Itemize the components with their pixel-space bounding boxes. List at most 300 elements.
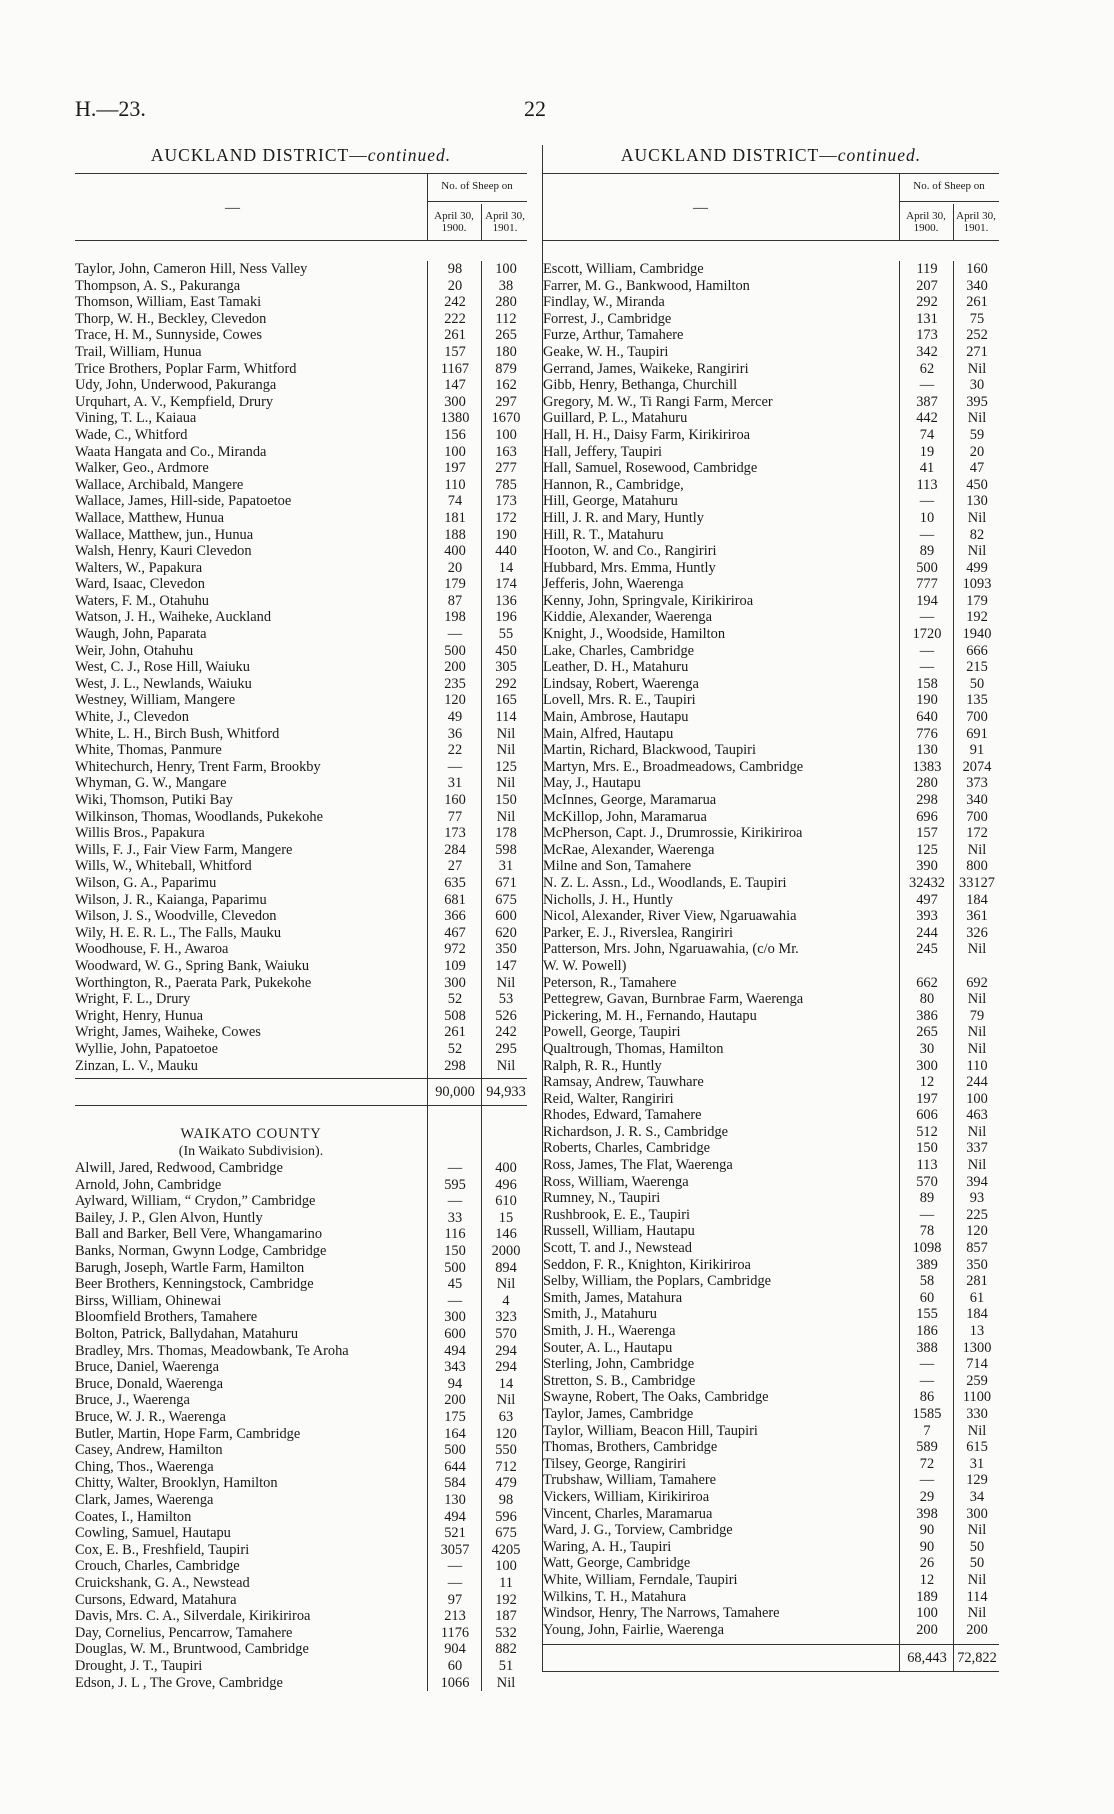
farmer-name: West, J. L., Newlands, Waiuku bbox=[75, 675, 252, 692]
sheep-1900: 87 bbox=[447, 592, 463, 609]
sheep-1901: 178 bbox=[495, 825, 517, 842]
farmer-name: Trubshaw, William, Tamahere bbox=[543, 1472, 717, 1489]
table-row bbox=[543, 1323, 999, 1340]
farmer-name: Thomson, William, East Tamaki bbox=[75, 294, 262, 311]
sheep-1901: Nil bbox=[967, 1123, 987, 1140]
table-row bbox=[75, 1024, 527, 1041]
farmer-name: Bailey, J. P., Glen Alvon, Huntly bbox=[75, 1209, 263, 1226]
section-subtitle: (In Waikato Subdivision). bbox=[178, 1144, 324, 1160]
farmer-name: Hubbard, Mrs. Emma, Huntly bbox=[543, 559, 716, 576]
sheep-1901: 114 bbox=[495, 709, 517, 726]
table-row bbox=[75, 1343, 527, 1360]
farmer-name: Bruce, J., Waerenga bbox=[75, 1392, 190, 1409]
sheep-1901: 187 bbox=[495, 1608, 517, 1625]
farmer-name: Guillard, P. L., Matahuru bbox=[543, 410, 688, 427]
sheep-1900: 173 bbox=[916, 327, 938, 344]
table-row bbox=[75, 1675, 527, 1692]
table-row bbox=[543, 1506, 999, 1523]
sheep-1901: 281 bbox=[966, 1273, 988, 1290]
table-row bbox=[75, 1475, 527, 1492]
table-row bbox=[75, 1442, 527, 1459]
farmer-name: Martin, Richard, Blackwood, Taupiri bbox=[543, 742, 756, 759]
farmer-name: Furze, Arthur, Tamahere bbox=[543, 327, 684, 344]
table-row bbox=[543, 1423, 999, 1440]
sheep-1901: 59 bbox=[969, 426, 985, 443]
sheep-1901: 244 bbox=[966, 1074, 988, 1091]
table-row bbox=[543, 294, 999, 311]
sheep-1900: — bbox=[919, 1472, 935, 1489]
table-row bbox=[75, 1592, 527, 1609]
table-row bbox=[75, 576, 527, 593]
table-row bbox=[75, 1459, 527, 1476]
sheep-1901: 172 bbox=[966, 825, 988, 842]
sheep-1901: 261 bbox=[966, 294, 988, 311]
farmer-name: Walsh, Henry, Kauri Clevedon bbox=[75, 543, 252, 560]
sheep-1900: 1585 bbox=[912, 1405, 942, 1422]
farmer-name: Forrest, J., Cambridge bbox=[543, 310, 672, 327]
sheep-1901: Nil bbox=[967, 360, 987, 377]
sheep-1900: 80 bbox=[919, 991, 935, 1008]
sheep-1901: 50 bbox=[969, 675, 985, 692]
sheep-1900: 150 bbox=[444, 1243, 466, 1260]
sheep-1901: 395 bbox=[966, 393, 988, 410]
right-table-body bbox=[543, 261, 999, 1672]
left-table-body bbox=[75, 261, 527, 1691]
sheep-1901: 294 bbox=[495, 1359, 517, 1376]
sheep-1900: 1176 bbox=[440, 1624, 470, 1641]
sheep-1900: 222 bbox=[444, 310, 466, 327]
sheep-1901: 184 bbox=[966, 1306, 988, 1323]
table-row bbox=[75, 659, 527, 676]
sheep-1901: Nil bbox=[967, 941, 987, 958]
sheep-1900: 635 bbox=[444, 874, 466, 891]
sheep-1900: 292 bbox=[916, 294, 938, 311]
table-row bbox=[75, 1409, 527, 1426]
sheep-1900: 1098 bbox=[912, 1240, 942, 1257]
table-row bbox=[75, 361, 527, 378]
sheep-1900: 197 bbox=[916, 1090, 938, 1107]
table-row bbox=[543, 527, 999, 544]
sheep-1900: 570 bbox=[916, 1173, 938, 1190]
sheep-1901: 31 bbox=[498, 858, 514, 875]
table-row bbox=[543, 1456, 999, 1473]
farmer-name: McKillop, John, Maramarua bbox=[543, 808, 707, 825]
sheep-1900: 164 bbox=[444, 1425, 466, 1442]
table-row bbox=[75, 1293, 527, 1310]
farmer-name: Banks, Norman, Gwynn Lodge, Cambridge bbox=[75, 1243, 327, 1260]
farmer-name: Bolton, Patrick, Ballydahan, Matahuru bbox=[75, 1326, 299, 1343]
table-row bbox=[75, 1525, 527, 1542]
farmer-name: Nicol, Alexander, River View, Ngaruawahia bbox=[543, 908, 797, 925]
farmer-name: Hannon, R., Cambridge, bbox=[543, 476, 684, 493]
sheep-1901: 192 bbox=[966, 609, 988, 626]
left-title-continued: continued. bbox=[367, 145, 452, 165]
sheep-1901: 252 bbox=[966, 327, 988, 344]
sheep-1900: 110 bbox=[444, 476, 466, 493]
table-row bbox=[75, 1542, 527, 1559]
table-row bbox=[543, 1157, 999, 1174]
table-row bbox=[543, 1522, 999, 1539]
sheep-1901: 146 bbox=[495, 1226, 517, 1243]
sheep-1900: 113 bbox=[916, 476, 938, 493]
table-row bbox=[75, 1359, 527, 1376]
right-title-text: AUCKLAND DISTRICT— bbox=[620, 145, 838, 165]
table-row bbox=[75, 1641, 527, 1658]
table-row bbox=[75, 477, 527, 494]
sheep-1901: 31 bbox=[969, 1455, 985, 1472]
sheep-1901: 163 bbox=[495, 443, 517, 460]
farmer-name: Wallace, Matthew, jun., Hunua bbox=[75, 526, 254, 543]
sheep-1901: 610 bbox=[495, 1193, 517, 1210]
farmer-name: Coates, I., Hamilton bbox=[75, 1508, 192, 1525]
farmer-name: Bradley, Mrs. Thomas, Meadowbank, Te Aroha bbox=[75, 1342, 349, 1359]
sheep-1901: 1093 bbox=[962, 576, 992, 593]
sheep-1901: 692 bbox=[966, 974, 988, 991]
left-column bbox=[75, 145, 527, 1691]
sheep-1900: 33 bbox=[447, 1209, 463, 1226]
table-row bbox=[543, 1589, 999, 1606]
sheep-1900: 521 bbox=[444, 1525, 466, 1542]
farmer-name: Selby, William, the Poplars, Cambridge bbox=[543, 1273, 772, 1290]
farmer-name: Knight, J., Woodside, Hamilton bbox=[543, 626, 726, 643]
farmer-name: Casey, Andrew, Hamilton bbox=[75, 1442, 223, 1459]
farmer-name: Wright, Henry, Hunua bbox=[75, 1007, 203, 1024]
farmer-name: Trice Brothers, Poplar Farm, Whitford bbox=[75, 360, 297, 377]
table-row bbox=[543, 493, 999, 510]
sheep-1901: 570 bbox=[495, 1326, 517, 1343]
table-row bbox=[75, 925, 527, 942]
table-row bbox=[75, 726, 527, 743]
sheep-1900: 52 bbox=[447, 991, 463, 1008]
sheep-1901: 120 bbox=[966, 1223, 988, 1240]
sheep-1900: 175 bbox=[444, 1409, 466, 1425]
sheep-1900: 60 bbox=[447, 1657, 463, 1674]
farmer-name: Westney, William, Mangere bbox=[75, 692, 236, 709]
sheep-1901: 463 bbox=[966, 1107, 988, 1124]
farmer-name: Cruickshank, G. A., Newstead bbox=[75, 1574, 250, 1591]
farmer-name: Rhodes, Edward, Tamahere bbox=[543, 1107, 702, 1124]
sheep-1901: 173 bbox=[495, 493, 517, 510]
sheep-1900: 494 bbox=[444, 1508, 466, 1525]
farmer-name: Thomas, Brothers, Cambridge bbox=[543, 1439, 718, 1456]
sheep-1901: 160 bbox=[966, 261, 988, 277]
right-total-row bbox=[543, 1644, 999, 1672]
table-row bbox=[543, 925, 999, 942]
table-row bbox=[75, 410, 527, 427]
table-row bbox=[543, 278, 999, 295]
farmer-name: Vincent, Charles, Maramarua bbox=[543, 1505, 713, 1522]
sheep-1901: 179 bbox=[966, 592, 988, 609]
sheep-1901: 297 bbox=[495, 393, 517, 410]
sheep-1900: 261 bbox=[444, 327, 466, 344]
table-row bbox=[543, 809, 999, 826]
sheep-1900: 12 bbox=[919, 1074, 935, 1091]
farmer-name: Wiki, Thomson, Putiki Bay bbox=[75, 792, 233, 808]
farmer-name: Ching, Thos., Waerenga bbox=[75, 1458, 214, 1475]
farmer-name: White, J., Clevedon bbox=[75, 709, 189, 726]
farmer-name: Worthington, R., Paerata Park, Pukekohe bbox=[75, 974, 312, 991]
farmer-name: Weir, John, Otahuhu bbox=[75, 642, 194, 659]
farmer-name: White, L. H., Birch Bush, Whitford bbox=[75, 725, 280, 742]
table-row bbox=[75, 311, 527, 328]
table-row bbox=[75, 742, 527, 759]
sheep-1900: 1383 bbox=[912, 758, 942, 775]
sheep-1901: 1940 bbox=[962, 626, 992, 643]
sheep-1900: 97 bbox=[447, 1591, 463, 1608]
sheep-1901: 53 bbox=[498, 991, 514, 1008]
header-dash: — bbox=[225, 200, 240, 216]
sheep-1900: 10 bbox=[919, 509, 935, 526]
farmer-name: Douglas, W. M., Bruntwood, Cambridge bbox=[75, 1641, 309, 1658]
table-row bbox=[543, 1555, 999, 1572]
sheep-1901: 440 bbox=[495, 543, 517, 560]
sheep-1901: Nil bbox=[496, 1392, 516, 1409]
sheep-1901: 33127 bbox=[959, 874, 995, 891]
sheep-1900: — bbox=[447, 1193, 463, 1210]
farmer-name: Gerrand, James, Waikeke, Rangiriri bbox=[543, 360, 749, 377]
sheep-1901: 671 bbox=[495, 874, 517, 891]
sheep-1900: 500 bbox=[444, 1259, 466, 1276]
left-total-row bbox=[75, 1078, 527, 1106]
sheep-1900: 342 bbox=[916, 343, 938, 360]
sheep-1901: 130 bbox=[966, 493, 988, 510]
farmer-name: Taylor, James, Cambridge bbox=[543, 1405, 694, 1422]
sheep-1901: 326 bbox=[966, 924, 988, 941]
table-row bbox=[543, 692, 999, 709]
farmer-name: Findlay, W., Miranda bbox=[543, 294, 665, 311]
sheep-1901: 55 bbox=[498, 626, 514, 643]
sheep-1901: 112 bbox=[495, 310, 517, 327]
sheep-1901: Nil bbox=[496, 974, 516, 991]
sheep-1900: 94 bbox=[447, 1375, 463, 1392]
farmer-name: Smith, James, Matahura bbox=[543, 1289, 683, 1306]
table-row bbox=[75, 493, 527, 510]
farmer-name: Walters, W., Papakura bbox=[75, 559, 203, 576]
table-row bbox=[543, 576, 999, 593]
right-table-header bbox=[543, 173, 999, 241]
table-row bbox=[543, 1622, 999, 1639]
table-row bbox=[543, 1539, 999, 1556]
farmer-name: Rumney, N., Taupiri bbox=[543, 1190, 661, 1207]
sheep-1901: 271 bbox=[966, 343, 988, 360]
farmer-name: Waring, A. H., Taupiri bbox=[543, 1538, 672, 1555]
sheep-1901: 47 bbox=[969, 460, 985, 477]
farmer-name: Willis Bros., Papakura bbox=[75, 825, 205, 842]
table-row bbox=[543, 427, 999, 444]
farmer-name: Bruce, W. J. R., Waerenga bbox=[75, 1409, 226, 1425]
sheep-1900: — bbox=[919, 493, 935, 510]
sheep-1901: 61 bbox=[969, 1289, 985, 1306]
sheep-1900: 181 bbox=[444, 509, 466, 526]
table-row bbox=[75, 1260, 527, 1277]
header-col-1901: April 30, 1901. bbox=[485, 210, 525, 234]
farmer-name: Escott, William, Cambridge bbox=[543, 261, 704, 277]
table-row bbox=[543, 991, 999, 1008]
sheep-1900: 27 bbox=[447, 858, 463, 875]
sheep-1901: 337 bbox=[966, 1140, 988, 1157]
table-row bbox=[543, 311, 999, 328]
table-row bbox=[75, 1376, 527, 1393]
sheep-1900: 200 bbox=[916, 1621, 938, 1638]
sheep-1900: 77 bbox=[447, 808, 463, 825]
sheep-1900: — bbox=[447, 626, 463, 643]
sheep-1901: Nil bbox=[967, 1422, 987, 1439]
table-row bbox=[543, 1008, 999, 1025]
table-row bbox=[543, 1223, 999, 1240]
sheep-1901: Nil bbox=[967, 410, 987, 427]
table-row bbox=[75, 1392, 527, 1409]
sheep-1901: Nil bbox=[967, 1605, 987, 1622]
left-district-title bbox=[75, 145, 527, 173]
table-row bbox=[543, 1273, 999, 1290]
farmer-name: Waata Hangata and Co., Miranda bbox=[75, 443, 267, 460]
farmer-name: Waugh, John, Paparata bbox=[75, 626, 207, 643]
sheep-1901: 361 bbox=[966, 908, 988, 925]
sheep-1900: 600 bbox=[444, 1326, 466, 1343]
farmer-name: Hill, George, Matahuru bbox=[543, 493, 678, 510]
sheep-1901: 100 bbox=[495, 426, 517, 443]
sheep-1901: 2074 bbox=[962, 758, 992, 775]
farmer-name: Wilson, J. R., Kaianga, Paparimu bbox=[75, 891, 267, 908]
farmer-name: Davis, Mrs. C. A., Silverdale, Kirikiriroa bbox=[75, 1608, 311, 1625]
sheep-1900: 494 bbox=[444, 1342, 466, 1359]
farmer-name: West, C. J., Rose Hill, Waiuku bbox=[75, 659, 250, 676]
sheep-1901: 174 bbox=[495, 576, 517, 593]
sheep-1900: 972 bbox=[444, 941, 466, 958]
sheep-1901: 894 bbox=[495, 1259, 517, 1276]
sheep-1900: 90 bbox=[919, 1522, 935, 1539]
table-row bbox=[75, 1193, 527, 1210]
farmer-name: Vining, T. L., Kaiaua bbox=[75, 410, 197, 427]
sheep-1900: 52 bbox=[447, 1040, 463, 1057]
sheep-1901: 600 bbox=[495, 908, 517, 925]
sheep-1900: 156 bbox=[444, 426, 466, 443]
sheep-1900: 261 bbox=[444, 1024, 466, 1041]
sheep-1900: 213 bbox=[444, 1608, 466, 1625]
table-row bbox=[75, 261, 527, 278]
table-row bbox=[75, 460, 527, 477]
sheep-1901: 712 bbox=[495, 1458, 517, 1475]
sheep-1901: 129 bbox=[966, 1472, 988, 1489]
sheep-1901: 34 bbox=[969, 1488, 985, 1505]
table-row bbox=[75, 626, 527, 643]
farmer-name: Lovell, Mrs. R. E., Taupiri bbox=[543, 692, 696, 709]
sheep-1901: 100 bbox=[966, 1090, 988, 1107]
table-row bbox=[543, 858, 999, 875]
sheep-1900: 284 bbox=[444, 841, 466, 858]
farmer-name: Walker, Geo., Ardmore bbox=[75, 460, 209, 477]
sheep-1900: 86 bbox=[919, 1389, 935, 1406]
farmer-name: Farrer, M. G., Bankwood, Hamilton bbox=[543, 277, 750, 294]
farmer-name: Arnold, John, Cambridge bbox=[75, 1176, 222, 1193]
sheep-1901: 215 bbox=[966, 659, 988, 676]
farmer-name: Drought, J. T., Taupiri bbox=[75, 1657, 203, 1674]
sheep-1901: 14 bbox=[498, 1375, 514, 1392]
sheep-1900: 32432 bbox=[909, 874, 945, 891]
farmer-name: Sterling, John, Cambridge bbox=[543, 1356, 695, 1373]
sheep-1900: 197 bbox=[444, 460, 466, 477]
sheep-1901: 373 bbox=[966, 775, 988, 792]
table-row bbox=[543, 1140, 999, 1157]
sheep-1900: 130 bbox=[916, 742, 938, 759]
sheep-1901: 450 bbox=[495, 642, 517, 659]
sheep-1901: 100 bbox=[495, 261, 517, 277]
farmer-name: Roberts, Charles, Cambridge bbox=[543, 1140, 711, 1157]
sheep-1900: 113 bbox=[916, 1157, 938, 1174]
sheep-1901: Nil bbox=[496, 775, 516, 792]
farmer-name: Pickering, M. H., Fernando, Hautapu bbox=[543, 1007, 757, 1024]
sheep-1900: 606 bbox=[916, 1107, 938, 1124]
farmer-name: Clark, James, Waerenga bbox=[75, 1491, 214, 1508]
table-row bbox=[543, 361, 999, 378]
sheep-1901: 340 bbox=[966, 277, 988, 294]
table-row bbox=[543, 792, 999, 809]
sheep-1900: 7 bbox=[923, 1422, 931, 1439]
farmer-name: Young, John, Fairlie, Waerenga bbox=[543, 1621, 724, 1638]
header-group-rule bbox=[899, 201, 999, 202]
farmer-name: Wright, F. L., Drury bbox=[75, 991, 191, 1008]
sheep-1901: 450 bbox=[966, 476, 988, 493]
right-column bbox=[542, 145, 999, 1672]
page-reference: H.—23. bbox=[75, 96, 146, 121]
right-title-continued: continued. bbox=[837, 145, 922, 165]
sheep-1900: 512 bbox=[916, 1123, 938, 1140]
sheep-1901: 292 bbox=[495, 675, 517, 692]
sheep-1900: 584 bbox=[444, 1475, 466, 1492]
farmer-name: Urquhart, A. V., Kempfield, Drury bbox=[75, 393, 274, 410]
table-row bbox=[543, 941, 999, 958]
sheep-1900: 194 bbox=[916, 592, 938, 609]
sheep-1901: 400 bbox=[495, 1160, 517, 1177]
sheep-1901: 30 bbox=[969, 377, 985, 394]
farmer-name: McInnes, George, Maramarua bbox=[543, 792, 717, 808]
sheep-1901: 598 bbox=[495, 841, 517, 858]
sheep-1901: 714 bbox=[966, 1356, 988, 1373]
table-row bbox=[75, 643, 527, 660]
sheep-1901: 1300 bbox=[962, 1339, 992, 1356]
sheep-1901: 91 bbox=[969, 742, 985, 759]
sheep-1901: 857 bbox=[966, 1240, 988, 1257]
table-row bbox=[75, 1243, 527, 1260]
table-row bbox=[543, 1240, 999, 1257]
farmer-name: Wily, H. E. R. L., The Falls, Mauku bbox=[75, 924, 282, 941]
sheep-1900: 98 bbox=[447, 261, 463, 277]
table-row bbox=[543, 1024, 999, 1041]
sheep-1900: 78 bbox=[919, 1223, 935, 1240]
sheep-1901: 265 bbox=[495, 327, 517, 344]
table-row bbox=[75, 1558, 527, 1575]
sheep-1901: 259 bbox=[966, 1372, 988, 1389]
farmer-name: Hall, Jeffery, Taupiri bbox=[543, 443, 663, 460]
sheep-1900: 62 bbox=[919, 360, 935, 377]
farmer-name: Zinzan, L. V., Mauku bbox=[75, 1057, 198, 1074]
header-col-1901: April 30, 1901. bbox=[956, 210, 996, 234]
sheep-1901: 550 bbox=[495, 1442, 517, 1459]
sheep-1900: 387 bbox=[916, 393, 938, 410]
farmer-name: Taylor, William, Beacon Hill, Taupiri bbox=[543, 1422, 758, 1439]
table-row bbox=[543, 1472, 999, 1489]
sheep-1901: 136 bbox=[495, 592, 517, 609]
table-row bbox=[543, 842, 999, 859]
table-row bbox=[543, 759, 999, 776]
sheep-1900: 89 bbox=[919, 543, 935, 560]
farmer-name: Ross, James, The Flat, Waerenga bbox=[543, 1157, 733, 1174]
sheep-1901: Nil bbox=[496, 808, 516, 825]
table-row bbox=[75, 1160, 527, 1177]
header-col-1900: April 30, 1900. bbox=[434, 210, 474, 234]
table-row bbox=[543, 593, 999, 610]
table-row bbox=[75, 1509, 527, 1526]
